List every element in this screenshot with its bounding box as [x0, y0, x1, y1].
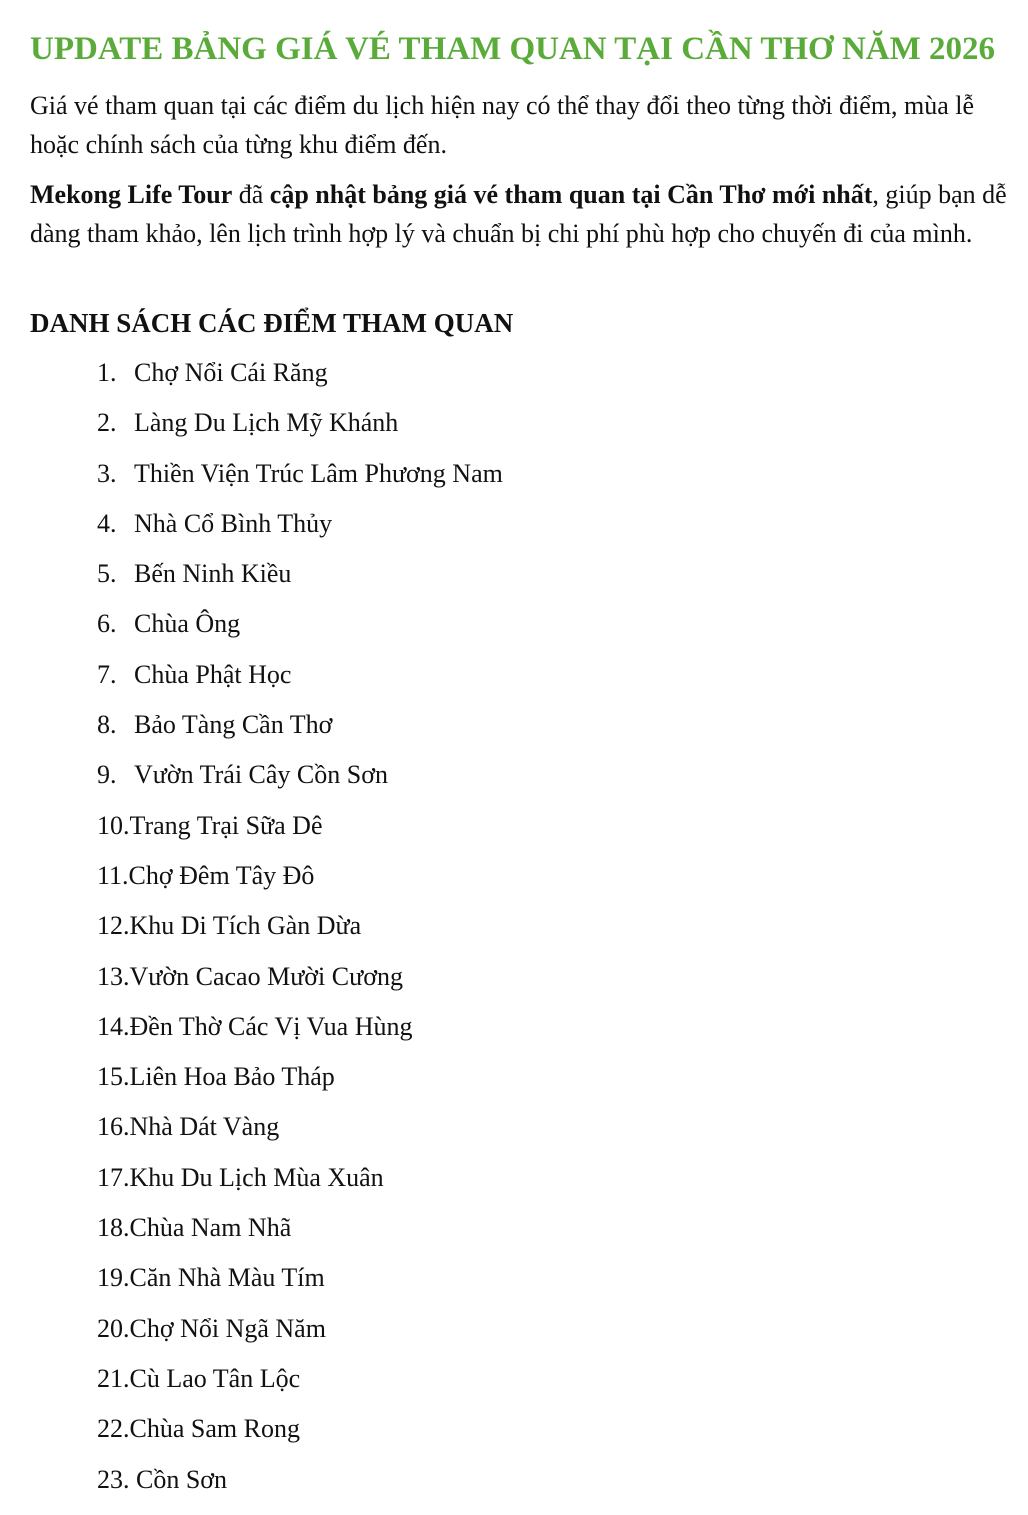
list-item: [97, 807, 503, 857]
list-item-number: 22.: [97, 1414, 130, 1444]
list-item-number: 2.: [97, 408, 117, 438]
page-title: UPDATE BẢNG GIÁ VÉ THAM QUAN TẠI CẦN THƠ NĂM 2026: [30, 31, 996, 67]
list-item-number: 10.: [97, 810, 130, 840]
list-item: [97, 1108, 503, 1158]
list-item-name: Bảo Tàng Cần Thơ: [134, 710, 333, 740]
update-paragraph: [30, 175, 1015, 253]
list-item: [97, 706, 503, 756]
connector-text: đã: [232, 180, 270, 209]
list-item-number: 15.: [97, 1062, 130, 1092]
list-item-name: Chùa Nam Nhã: [129, 1213, 292, 1243]
list-item-name: Làng Du Lịch Mỹ Khánh: [134, 408, 399, 438]
list-item: [97, 1159, 503, 1209]
list-item-name: Chùa Sam Rong: [129, 1414, 300, 1444]
list-item-number: 12.: [97, 911, 130, 941]
list-item: [97, 857, 503, 907]
highlight-text: cập nhật bảng giá vé tham quan tại Cần Thơ mới nhất: [269, 180, 873, 209]
list-item: [97, 455, 503, 505]
list-item-name: Chùa Ông: [134, 609, 241, 639]
list-item-name: Chợ Nổi Ngã Năm: [129, 1313, 326, 1343]
list-item-name: Khu Di Tích Gàn Dừa: [129, 911, 362, 941]
list-item-number: 23.: [97, 1464, 136, 1494]
list-item-number: 14.: [97, 1011, 130, 1041]
list-item-name: Nhà Cổ Bình Thủy: [134, 508, 333, 538]
list-item-number: 4.: [97, 508, 117, 538]
list-item: [97, 1209, 503, 1259]
attraction-list: [97, 354, 503, 1511]
list-item-number: 9.: [97, 760, 117, 790]
list-item: [97, 1259, 503, 1309]
brand-name: Mekong Life Tour: [30, 180, 233, 209]
list-item-name: Liên Hoa Bảo Tháp: [129, 1062, 335, 1092]
list-item-number: 8.: [97, 710, 117, 740]
list-item-name: Nhà Dát Vàng: [129, 1112, 280, 1142]
list-item: [97, 1058, 503, 1108]
list-item: [97, 555, 503, 605]
list-item: [97, 1461, 503, 1511]
list-item-name: Vườn Cacao Mười Cương: [129, 961, 403, 991]
section-heading: DANH SÁCH CÁC ĐIỂM THAM QUAN: [30, 308, 514, 338]
list-item-name: Chợ Nổi Cái Răng: [134, 358, 328, 387]
list-item-number: 19.: [97, 1263, 130, 1293]
list-item-number: 3.: [97, 458, 117, 488]
list-item-number: 5.: [97, 559, 117, 589]
list-item: [97, 1008, 503, 1058]
list-item-number: 1.: [97, 358, 117, 387]
list-item-number: 18.: [97, 1213, 130, 1243]
list-item-number: 7.: [97, 659, 117, 689]
list-item-name: Chùa Phật Học: [134, 659, 292, 689]
list-item: [97, 605, 503, 655]
rest-text: , giúp bạn dễ dàng tham khảo, lên lịch trình hợp lý và chuẩn bị chi phí phù hợp cho chuyến đi của mình.: [30, 180, 1007, 248]
list-item-name: Trang Trại Sữa Dê: [129, 810, 323, 840]
list-item: [97, 1360, 503, 1410]
list-item-name: Cồn Sơn: [136, 1464, 228, 1494]
list-item: [97, 505, 503, 555]
list-item-number: 11.: [97, 860, 129, 890]
list-item-name: Chợ Đêm Tây Đô: [128, 860, 315, 890]
list-item: [97, 756, 503, 806]
list-item: [97, 907, 503, 957]
list-item-number: 17.: [97, 1162, 130, 1192]
intro-paragraph: Giá vé tham quan tại các điểm du lịch hiện nay có thể thay đổi theo từng thời điểm, mùa lễ hoặc chính sách của từng khu điểm đến.: [30, 91, 975, 159]
list-item: [97, 1310, 503, 1360]
list-item-name: Khu Du Lịch Mùa Xuân: [129, 1162, 384, 1192]
list-item-number: 13.: [97, 961, 130, 991]
list-item: [97, 958, 503, 1008]
list-item: [97, 404, 503, 454]
list-item-name: Bến Ninh Kiều: [134, 559, 292, 589]
list-item-number: 20.: [97, 1313, 130, 1343]
list-item-name: Đền Thờ Các Vị Vua Hùng: [129, 1011, 413, 1041]
list-item-name: Vườn Trái Cây Cồn Sơn: [134, 760, 388, 790]
list-item-name: Thiền Viện Trúc Lâm Phương Nam: [134, 458, 503, 488]
list-item: [97, 656, 503, 706]
list-item: [97, 354, 503, 404]
list-item-name: Cù Lao Tân Lộc: [129, 1363, 301, 1393]
list-item-number: 16.: [97, 1112, 130, 1142]
list-item-name: Căn Nhà Màu Tím: [129, 1263, 325, 1293]
list-item-number: 6.: [97, 609, 117, 639]
list-item-number: 21.: [97, 1363, 130, 1393]
list-item: [97, 1410, 503, 1460]
